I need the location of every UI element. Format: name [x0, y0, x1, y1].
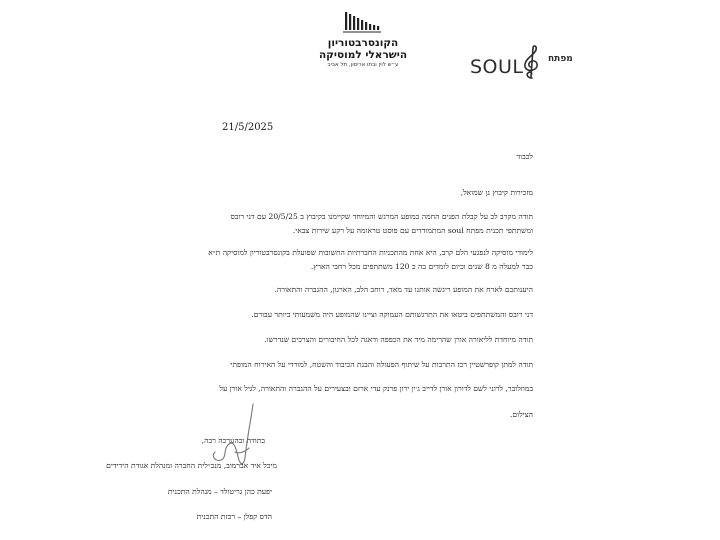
paragraph-6-line-1: תודה למתן קופרשטיין רכז התרבות על שיתוף הפעולה והבנת הכיבוד והשטח, למורדי על האירוח המופתי [230, 360, 533, 369]
closing: בתודה ובהערכה רבה, [201, 436, 265, 445]
signatory-2: יפעת כהן גריטולד – מנהלת התכנית [167, 487, 272, 496]
conservatory-logo [318, 12, 408, 69]
paragraph-4: דני רובס והמשתתפים ביטאו את התרגשותם העמוקה וציינו שהמופע היה משמעותי ביותר עבורם. [251, 310, 533, 319]
paragraph-3: היענותכם לארח את המופע ריגשה אותנו עד מאד, רוחב הלב, הארגון, ההגברה והתאורה. [274, 285, 533, 294]
paragraph-2-line-1: לימודי מוסיקה לנפגעי הלם קרב, היא אחת מהתכניות החברתיות החשובות שפועלת בקונסרבטוריון למוסיקה ת״א [208, 248, 533, 257]
letter-date: 21/5/2025 [222, 122, 274, 133]
conservatory-name-line2: הישראלי למוסיקה [318, 49, 408, 61]
signatory-1: מיכל איד אברמוב, מנכ״לית החברה ומנהלת אגודת הידידים [106, 461, 277, 470]
paragraph-6-line-3: הצילום. [510, 410, 533, 419]
paragraph-6-line-2: במוזלובר, לרוני לשם לדורון אורן לדייב ג׳ין ירון פרנק עדי ארזם ובצעירים על ההגברה והתאורה, לגיל אורן על [219, 384, 533, 393]
conservatory-address: ע״ש לוין ובתו אריסון, תל אביב [327, 62, 399, 68]
piano-keys-icon [343, 12, 383, 34]
paragraph-5: תודה מיוחדת לליאורה אורן שהרימה מיד את הכפפה ודאגה לכל החיבורים והצרכים שנדרשו. [264, 335, 533, 344]
paragraph-1-line-1: תודה מקרב לב על קבלת הפנים החמה במופע המרגש והמיוחד שקיימנו בקיבוץ ב 20/5/25 עם דני רובס [230, 212, 533, 221]
recipient: מזכירות קיבוץ גן שמואל, [460, 188, 533, 197]
paragraph-1-line-2: ומשתתפי תכנית מפתח soul המתמודדים עם פוסט טראומה על רקע שירות צבאי. [292, 226, 533, 235]
signatory-3: הדס קפלן – רכזת התכנית [196, 512, 272, 521]
handwritten-signature [205, 400, 265, 475]
conservatory-name-line1: הקונסרבטוריון [327, 37, 399, 49]
soul-logo-hebrew: מפתח [548, 54, 573, 64]
treble-clef-icon [518, 44, 544, 80]
paragraph-2-line-2: כבר למעלה מ 8 שנים וכיום לומדים בה כ 120 משתתפים מכל רחבי הארץ. [310, 262, 533, 271]
salutation: לכבוד [516, 152, 533, 161]
soul-logo [470, 44, 580, 84]
soul-logo-word: SOUL [470, 56, 524, 78]
